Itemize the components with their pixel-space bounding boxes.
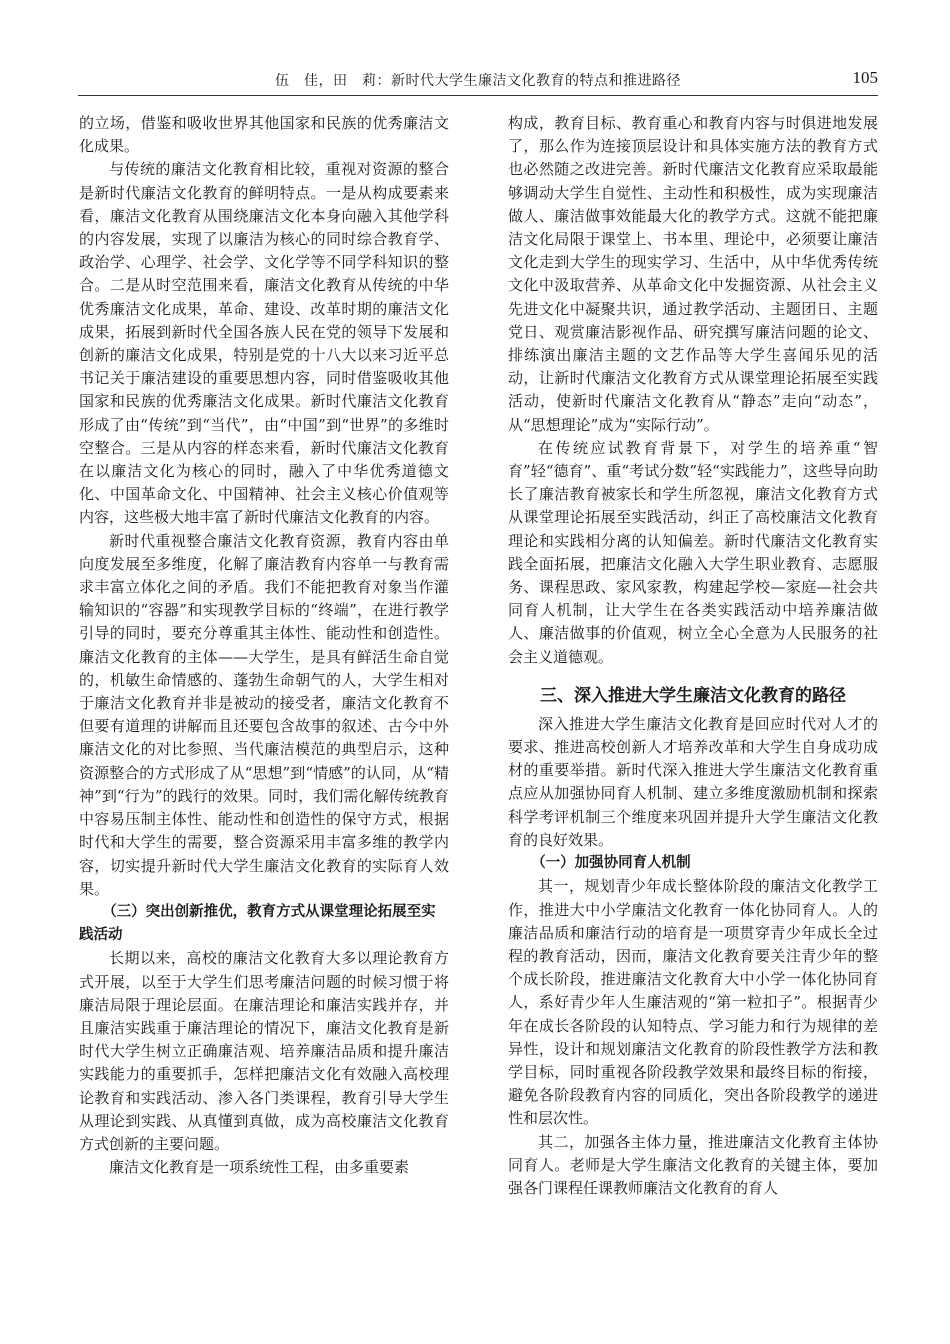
subsection-heading: （一）加强协同育人机制 [531,855,691,872]
running-title: 伍 佳，田 莉：新时代大学生廉洁文化教育的特点和推进路径 [275,73,681,89]
paragraph: 的立场，借鉴和吸收世界其他国家和民族的优秀廉洁文化成果。 [79,114,449,156]
page-header [78,60,878,96]
paragraph: 与传统的廉洁文化教育相比较，重视对资源的整合是新时代廉洁文化教育的鲜明特点。一是从构成要素来看，廉洁文化教育从围绕廉洁文化本身向融入其他学科的内容发展，实现了以廉洁为核心的同时综合教育学、政治学、心理学、社会学、文化学等不同学科知识的整合。二是从时空范围来看，廉洁文化教育从传统的中华优秀廉洁文化成果，革命、建设、改革时期的廉洁文化成果，拓展到新时代全国各族人民在党的领导下发展和创新的廉洁文化成果，特别是党的十八大以来习近平总书记关于廉洁建设的重要思想内容，同时借鉴吸收其他国家和民族的优秀廉洁文化成果。新时代廉洁文化教育形成了由“传统”到“当代”，由“中国”到“世界”的多维时空整合。三是从内容的样态来看，新时代廉洁文化教育在以廉洁文化为核心的同时，融入了中华优秀道德文化、中国革命文化、中国精神、社会主义核心价值观等内容，这些极大地丰富了新时代廉洁文化教育的内容。 [79,160,449,527]
paragraph: 新时代重视整合廉洁文化教育资源，教育内容由单向度发展至多维度，化解了廉洁教育内容单一与教育需求丰富立体化之间的矛盾。我们不能把教育对象当作灌输知识的“容器”和实现教学目标的“终端”，在进行教学引导的同时，要充分尊重其主体性、能动性和创造性。廉洁文化教育的主体——大学生，是具有鲜活生命自觉的，机敏生命情感的、蓬勃生命朝气的人，大学生相对于廉洁文化教育并非是被动的接受者，廉洁文化教育不但要有道理的讲解而且还要包含故事的叙述、古今中外廉洁文化的对比参照、当代廉洁模范的典型启示，这种资源整合的方式形成了从“思想”到“情感”的认同，从“精神”到“行为”的践行的效果。同时，我们需化解传统教育中容易压制主体性、能动性和创造性的保守方式，根据时代和大学生的需要，整合资源采用丰富多维的教学内容，切实提升新时代大学生廉洁文化教育的实际育人效果。 [79,531,449,898]
section-heading: 三、深入推进大学生廉洁文化教育的路径 [540,685,846,706]
paragraph: 长期以来，高校的廉洁文化教育大多以理论教育方式开展，以至于大学生们思考廉洁问题的时候习惯于将廉洁局限于理论层面。在廉洁理论和廉洁实践并存，并且廉洁实践重于廉洁理论的情况下，廉洁文化教育是新时代大学生树立正确廉洁观、培养廉洁品质和提升廉洁实践能力的重要抓手，怎样把廉洁文化有效融入高校理论教育和实践活动、渗入各门类课程，教育引导大学生从理论到实践、从真懂到真做，成为高校廉洁文化教育方式创新的主要问题。 [79,949,449,1153]
paragraph: 其一，规划青少年成长整体阶段的廉洁文化教学工作，推进大中小学廉洁文化教育一体化协同育人。人的廉洁品质和廉洁行动的培育是一项贯穿青少年成长全过程的教育活动，因而，廉洁文化教育要关注青少年的整个成长阶段，推进廉洁文化教育大中小学一体化协同育人，系好青少年人生廉洁观的“第一粒扣子”。根据青少年在成长各阶段的认知特点、学习能力和行为规律的差异性，设计和规划廉洁文化教育的阶段性教学方法和教学目标，同时重视各阶段教学效果和最终目标的衔接，避免各阶段教育内容的同质化，突出各阶段教学的递进性和层次性。 [508,877,878,1128]
right-column [508,112,878,1200]
left-column [79,112,449,1179]
paragraph: 其二，加强各主体力量，推进廉洁文化教育主体协同育人。老师是大学生廉洁文化教育的关键主体，要加强各门课程任课教师廉洁文化教育的育人 [508,1132,878,1197]
paragraph: 在传统应试教育背景下，对学生的培养重“智育”轻“德育”、重“考试分数”轻“实践能力”，这些导向助长了廉洁教育被家长和学生所忽视，廉洁文化教育方式从课堂理论拓展至实践活动，纠正了高校廉洁文化教育理论和实践相分离的认知偏差。新时代廉洁文化教育实践全面拓展，把廉洁文化融入大学生职业教育、志愿服务、课程思政、家风家教，构建起学校—家庭—社会共同育人机制，让大学生在各类实践活动中培养廉洁做人、廉洁做事的价值观，树立全心全意为人民服务的社会主义道德观。 [508,438,878,666]
paragraph: 构成，教育目标、教育重心和教育内容与时俱进地发展了，那么作为连接顶层设计和具体实施方法的教育方式也必然随之改进完善。新时代廉洁文化教育应采取最能够调动大学生自觉性、主动性和积极性，成为实现廉洁做人、廉洁做事效能最大化的教学方式。这就不能把廉洁文化局限于课堂上、书本里、理论中，必须要让廉洁文化走到大学生的现实学习、生活中，从中华优秀传统文化中汲取营养、从革命文化中发掘资源、从社会主义先进文化中凝聚共识，通过教学活动、主题团日、主题党日、观赏廉洁影视作品、研究撰写廉洁问题的论文、排练演出廉洁主题的文艺作品等大学生喜闻乐见的活动，让新时代廉洁文化教育方式从课堂理论拓展至实践活动，使新时代廉洁文化教育从“静态”走向“动态”，从“思想理论”成为“实际行动”。 [508,114,878,434]
subsection-heading: （三）突出创新推优，教育方式从课堂理论拓展至实践活动 [79,903,436,944]
paragraph: 深入推进大学生廉洁文化教育是回应时代对人才的要求、推进高校创新人才培养改革和大学生自身成功成材的重要举措。新时代深入推进大学生廉洁文化教育重点应从加强协同育人机制、建立多维度激励机制和探索科学考评机制三个维度来巩固并提升大学生廉洁文化教育的良好效果。 [508,714,878,849]
paragraph: 廉洁文化教育是一项系统性工程，由多重要素 [109,1158,410,1177]
page-number: 105 [852,68,878,87]
header-rule [78,95,878,96]
